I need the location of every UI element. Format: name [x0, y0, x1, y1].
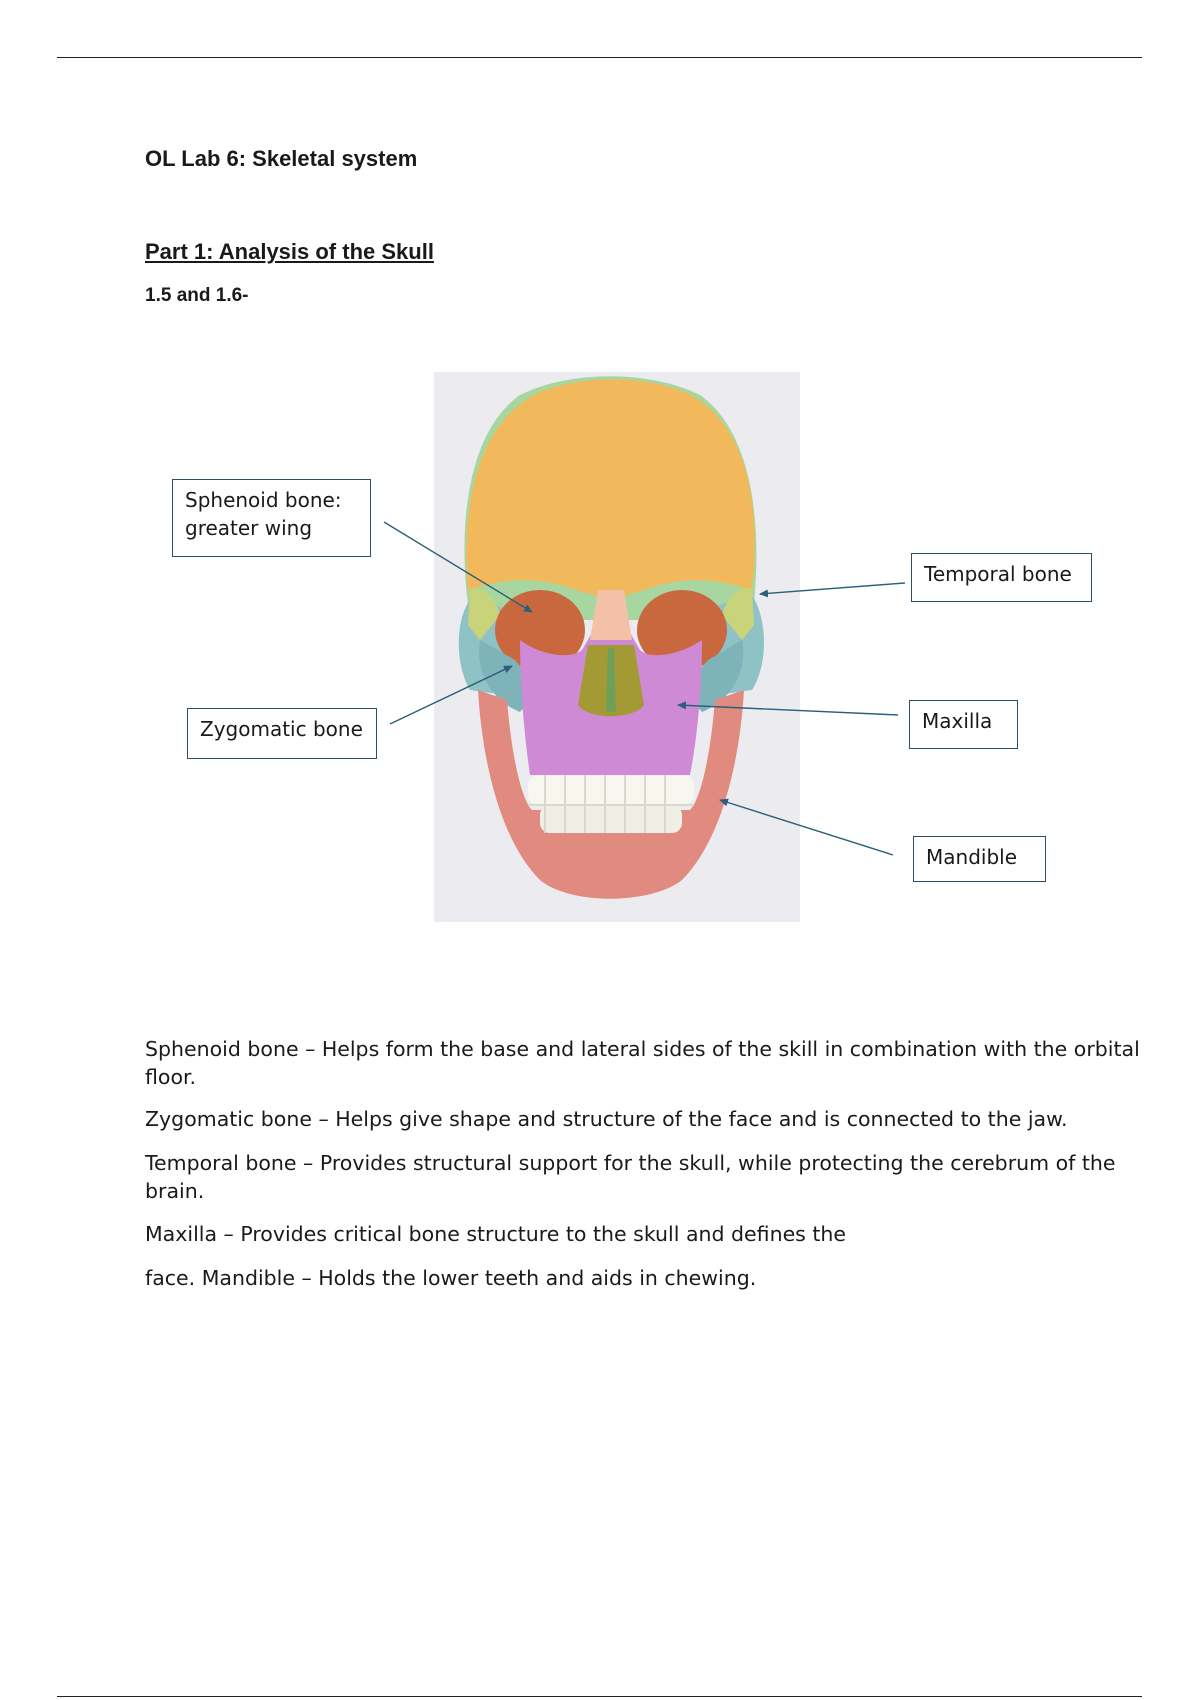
description-mandible: face. Mandible – Holds the lower teeth and aids in chewing. [145, 1266, 757, 1290]
label-zygomatic-bone: Zygomatic bone [187, 708, 377, 759]
label-sphenoid-bone: Sphenoid bone: greater wing [172, 479, 371, 557]
description-maxilla: Maxilla – Provides critical bone structure to the skull and defines the [145, 1222, 847, 1246]
description-sphenoid: Sphenoid bone – Helps form the base and lateral sides of the skill in combination with the orbital floor. [145, 1037, 1140, 1089]
question-reference: 1.5 and 1.6- [145, 285, 249, 306]
skull-illustration [459, 376, 764, 899]
part-heading: Part 1: Analysis of the Skull [145, 239, 434, 264]
label-temporal-bone: Temporal bone [911, 553, 1092, 602]
label-maxilla: Maxilla [909, 700, 1018, 749]
description-temporal: Temporal bone – Provides structural support for the skull, while protecting the cerebrum of the brain. [145, 1151, 1116, 1203]
description-zygomatic: Zygomatic bone – Helps give shape and structure of the face and is connected to the jaw. [145, 1107, 1068, 1131]
document-title: OL Lab 6: Skeletal system [145, 146, 418, 171]
bottom-rule [57, 1696, 1142, 1697]
label-mandible: Mandible [913, 836, 1046, 882]
teeth [528, 775, 694, 833]
